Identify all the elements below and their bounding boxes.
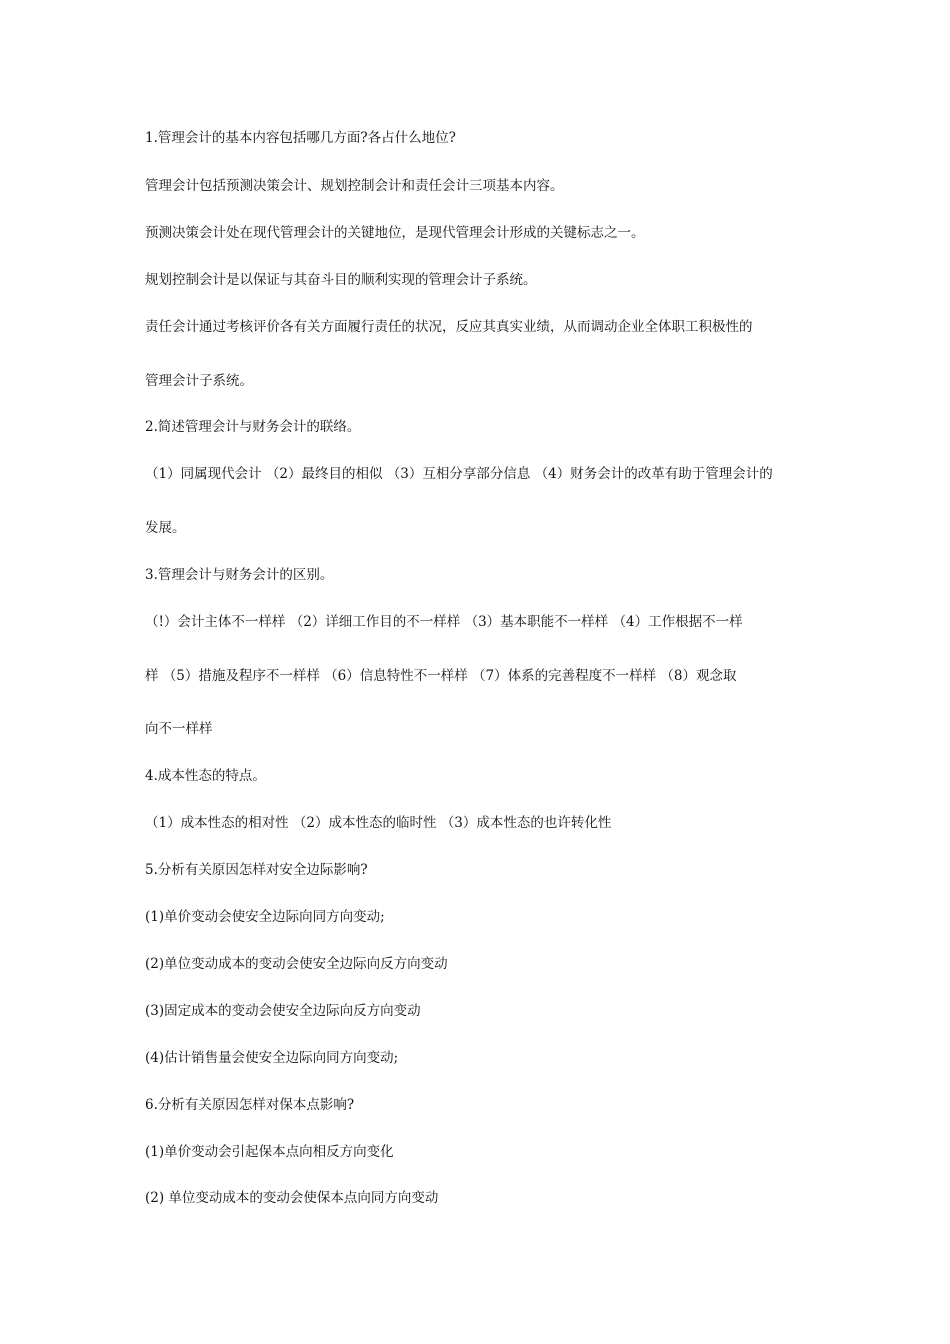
answer-1-line-5: 管理会计子系统。 [145,373,253,389]
answer-5-item-2: (2)单位变动成本的变动会使安全边际向反方向变动 [145,956,448,972]
answer-6-item-2: (2) 单位变动成本的变动会使保本点向同方向变动 [145,1190,439,1206]
question-6-heading: 6.分析有关原因怎样对保本点影响? [145,1097,355,1113]
answer-2-line-1: （1）同属现代会计 （2）最终目的相似 （3）互相分享部分信息 （4）财务会计的改革有助于管理会计的 [145,466,773,482]
answer-1-line-4: 责任会计通过考核评价各有关方面履行责任的状况，反应其真实业绩，从而调动企业全体职工积极性的 [145,319,753,335]
answer-3-line-3: 向不一样样 [145,721,213,737]
answer-4-line-1: （1）成本性态的相对性 （2）成本性态的临时性 （3）成本性态的也许转化性 [145,815,612,831]
question-2-heading: 2.简述管理会计与财务会计的联络。 [145,419,361,435]
question-3-heading: 3.管理会计与财务会计的区别。 [145,567,334,583]
question-5-heading: 5.分析有关原因怎样对安全边际影响? [145,862,368,878]
question-1-heading: 1.管理会计的基本内容包括哪几方面?各占什么地位? [145,130,456,146]
answer-1-line-2: 预测决策会计处在现代管理会计的关键地位，是现代管理会计形成的关键标志之一。 [145,225,645,241]
answer-3-line-1: （!）会计主体不一样样 （2）详细工作目的不一样样 （3）基本职能不一样样 （4）工作根据不一样 [145,614,743,630]
answer-5-item-3: (3)固定成本的变动会使安全边际向反方向变动 [145,1003,421,1019]
answer-5-item-1: (1)单价变动会使安全边际向同方向变动; [145,909,385,925]
answer-3-line-2: 样 （5）措施及程序不一样样 （6）信息特性不一样样 （7）体系的完善程度不一样样 （8）观念取 [145,668,737,684]
question-4-heading: 4.成本性态的特点。 [145,768,266,784]
answer-2-line-2: 发展。 [145,520,186,536]
answer-1-line-3: 规划控制会计是以保证与其奋斗目的顺利实现的管理会计子系统。 [145,272,537,288]
answer-6-item-1: (1)单价变动会引起保本点向相反方向变化 [145,1144,394,1160]
answer-1-line-1: 管理会计包括预测决策会计、规划控制会计和责任会计三项基本内容。 [145,178,564,194]
answer-5-item-4: (4)估计销售量会使安全边际向同方向变动; [145,1050,399,1066]
